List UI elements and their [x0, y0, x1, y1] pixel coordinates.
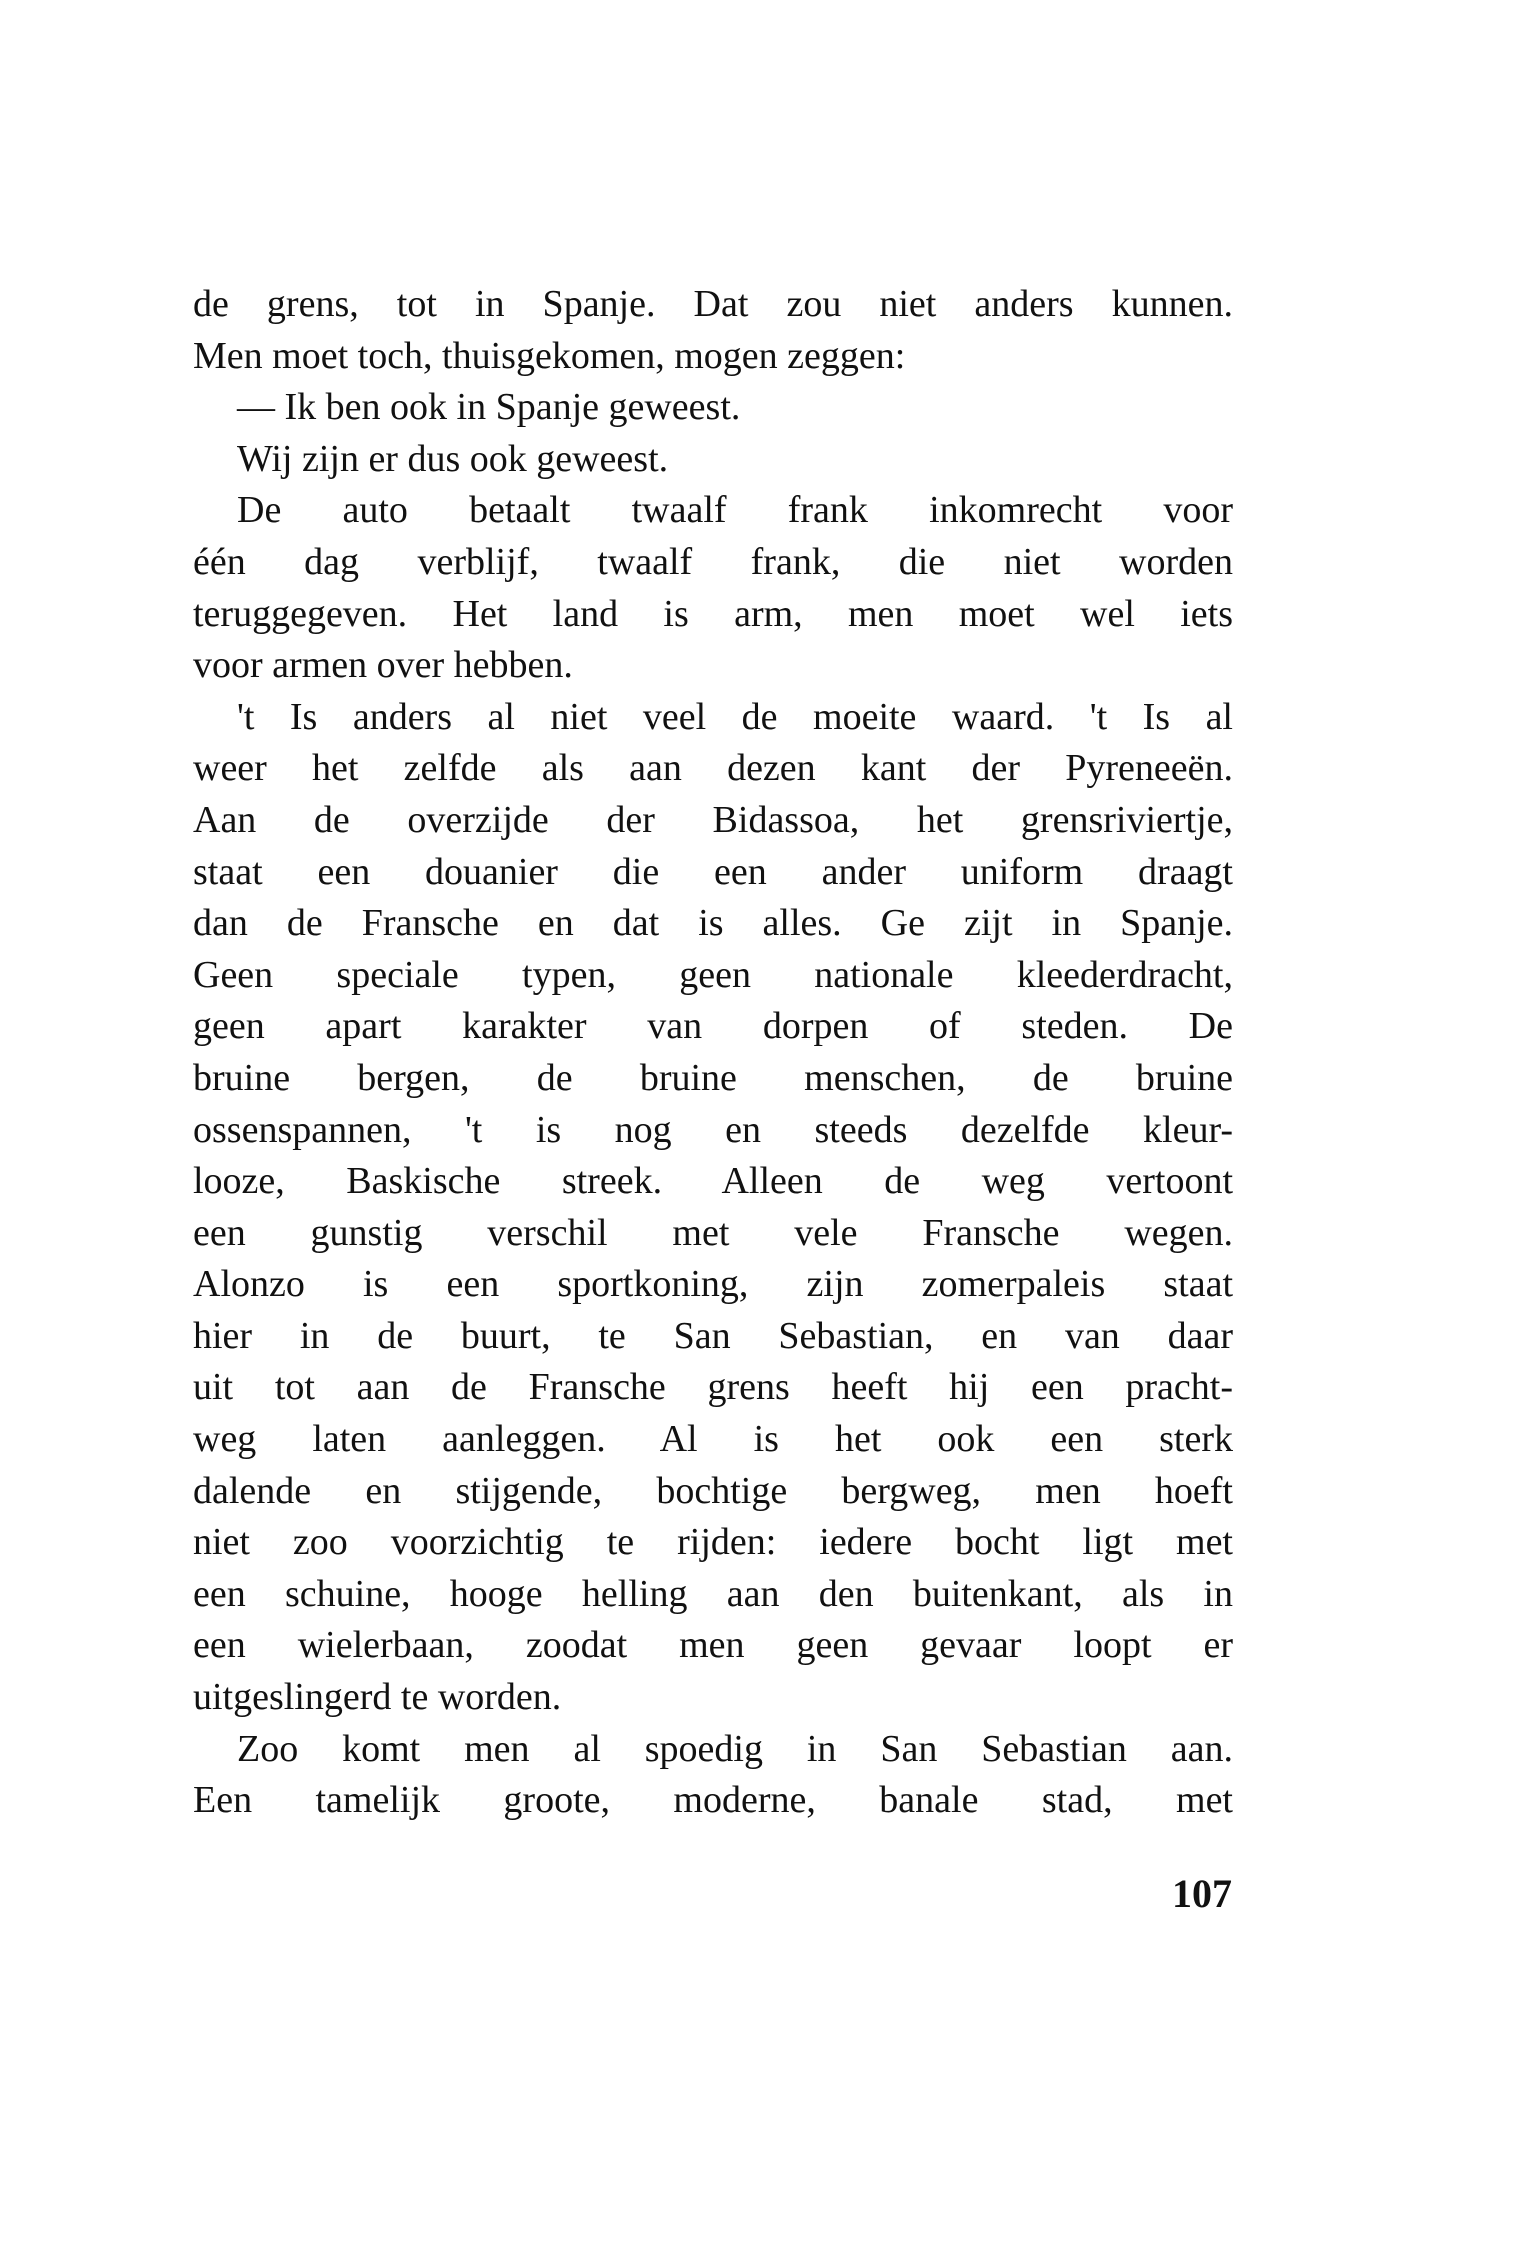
text-line: een schuine, hooge helling aan den buitenkant, als in — [193, 1572, 1233, 1615]
text-line: De auto betaalt twaalf frank inkomrecht voor — [237, 489, 1233, 532]
text-line: de grens, tot in Spanje. Dat zou niet anders kunnen. — [193, 283, 1233, 325]
text-line: Zoo komt men al spoedig in San Sebastian aan. — [237, 1727, 1233, 1770]
text-line: één dag verblijf, twaalf frank, die niet worden — [193, 540, 1233, 583]
text-line: Aan de overzijde der Bidassoa, het grensriviertje, — [193, 798, 1233, 841]
text-line: staat een douanier die een ander uniform draagt — [193, 850, 1233, 893]
text-line: niet zoo voorzichtig te rijden: iedere bocht ligt met — [193, 1521, 1233, 1564]
text-line: Wij zijn er dus ook geweest. — [237, 437, 669, 480]
text-line: looze, Baskische streek. Alleen de weg vertoont — [193, 1160, 1233, 1203]
text-line: dalende en stijgende, bochtige bergweg, men hoeft — [193, 1469, 1233, 1512]
text-line: voor armen over hebben. — [193, 644, 573, 687]
text-line: 't Is anders al niet veel de moeite waard. 't Is al — [237, 695, 1233, 738]
text-line: een wielerbaan, zoodat men geen gevaar loopt er — [193, 1624, 1233, 1667]
text-line: geen apart karakter van dorpen of steden. De — [193, 1005, 1233, 1048]
text-line: bruine bergen, de bruine menschen, de bruine — [193, 1056, 1233, 1099]
text-line: hier in de buurt, te San Sebastian, en van daar — [193, 1314, 1233, 1357]
text-line: Een tamelijk groote, moderne, banale stad, met — [193, 1779, 1233, 1822]
text-line: een gunstig verschil met vele Fransche wegen. — [193, 1211, 1233, 1254]
text-line: weer het zelfde als aan dezen kant der Pyreneeën. — [193, 747, 1233, 790]
text-line: weg laten aanleggen. Al is het ook een sterk — [193, 1418, 1233, 1461]
text-line: Geen speciale typen, geen nationale kleederdracht, — [193, 953, 1233, 996]
text-line: dan de Fransche en dat is alles. Ge zijt in Spanje. — [193, 902, 1233, 945]
text-line: teruggegeven. Het land is arm, men moet wel iets — [193, 592, 1233, 635]
text-line: ossenspannen, 't is nog en steeds dezelfde kleur- — [193, 1108, 1233, 1151]
text-line: — Ik ben ook in Spanje geweest. — [237, 386, 741, 429]
text-line: uit tot aan de Fransche grens heeft hij een pracht- — [193, 1366, 1233, 1409]
text-line: Alonzo is een sportkoning, zijn zomerpaleis staat — [193, 1263, 1233, 1306]
text-line: uitgeslingerd te worden. — [193, 1676, 562, 1719]
text-line: Men moet toch, thuisgekomen, mogen zeggen: — [193, 334, 906, 377]
page-number: 107 — [1172, 1871, 1232, 1916]
body-text — [193, 279, 1233, 1827]
